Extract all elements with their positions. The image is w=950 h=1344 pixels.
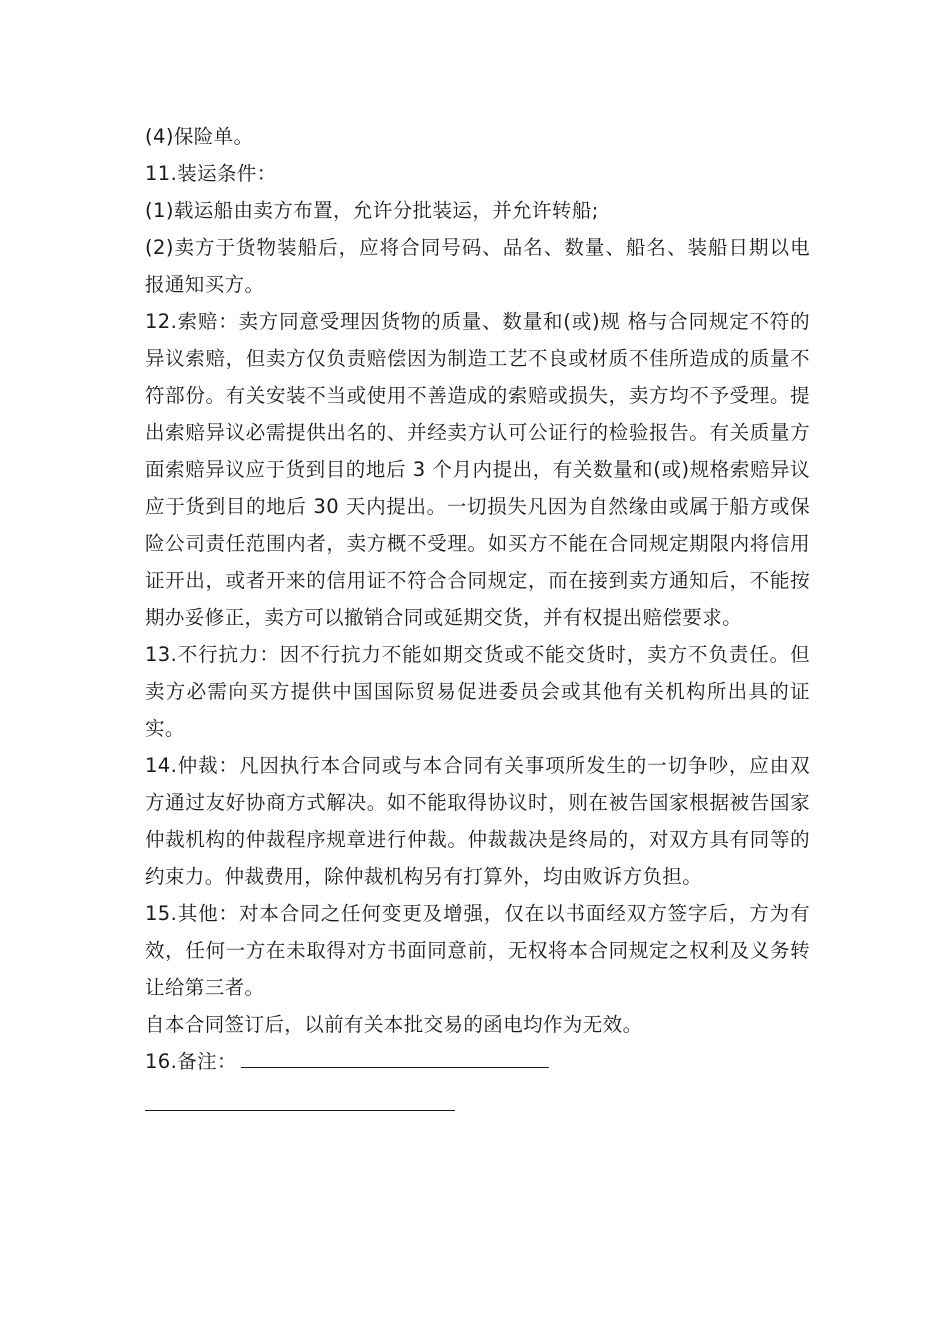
remarks-line: [145, 1043, 810, 1080]
paragraph-insurance-policy: (4)保险单。: [145, 125, 254, 148]
remarks-label: 16.备注：: [145, 1050, 237, 1073]
remarks-blank-field-continued: [145, 1086, 455, 1111]
paragraph-shipment-clause-2: (2)卖方于货物装船后，应将合同号码、品名、数量、船名、装船日期以电报通知买方。: [145, 236, 810, 296]
paragraph-arbitration: 14.仲裁：凡因执行本合同或与本合同有关事项所发生的一切争吵，应由双方通过友好协商方式解决。如不能取得协议时，则在被告国家根据被告国家仲裁机构的仲裁程序规章进行仲裁。仲裁裁决是终局的，对双方具有同等的约束力。仲裁费用，除仲裁机构另有打算外，均由败诉方负担。: [145, 754, 810, 888]
remarks-blank-field: [241, 1043, 549, 1068]
heading-shipment-terms: 11.装运条件：: [145, 162, 277, 185]
paragraph-other: 15.其他：对本合同之任何变更及增强，仅在以书面经双方签字后，方为有效，任何一方在未取得对方书面同意前，无权将本合同规定之权利及义务转让给第三者。: [145, 902, 810, 999]
paragraph-claims: 12.索赔：卖方同意受理因货物的质量、数量和(或)规 格与合同规定不符的异议索赔，但卖方仅负责赔偿因为制造工艺不良或材质不佳所造成的质量不符部份。有关安装不当或使用不善造成的索赔或损失，卖方均不予受理。提出索赔异议必需提供出名的、并经卖方认可公证行的检验报告。有关质量方面索赔异议应于货到目的地后 3 个月内提出，有关数量和(或)规格索赔异议应于货到目的地后 30 天内提出。一切损失凡因为自然缘由或属于船方或保险公司责任范围内者，卖方概不受理。如买方不能在合同规定期限内将信用证开出，或者开来的信用证不符合合同规定，而在接到卖方通知后，不能按期办妥修正，卖方可以撤销合同或延期交货，并有权提出赔偿要求。: [145, 310, 810, 629]
paragraph-validity: 自本合同签订后，以前有关本批交易的函电均作为无效。: [145, 1013, 643, 1036]
document-page: [145, 118, 810, 1111]
paragraph-shipment-clause-1: (1)载运船由卖方布置，允许分批装运，并允许转船;: [145, 199, 599, 222]
paragraph-force-majeure: 13.不行抗力：因不行抗力不能如期交货或不能交货时，卖方不负责任。但卖方必需向买方提供中国国际贸易促进委员会或其他有关机构所出具的证实。: [145, 643, 810, 740]
